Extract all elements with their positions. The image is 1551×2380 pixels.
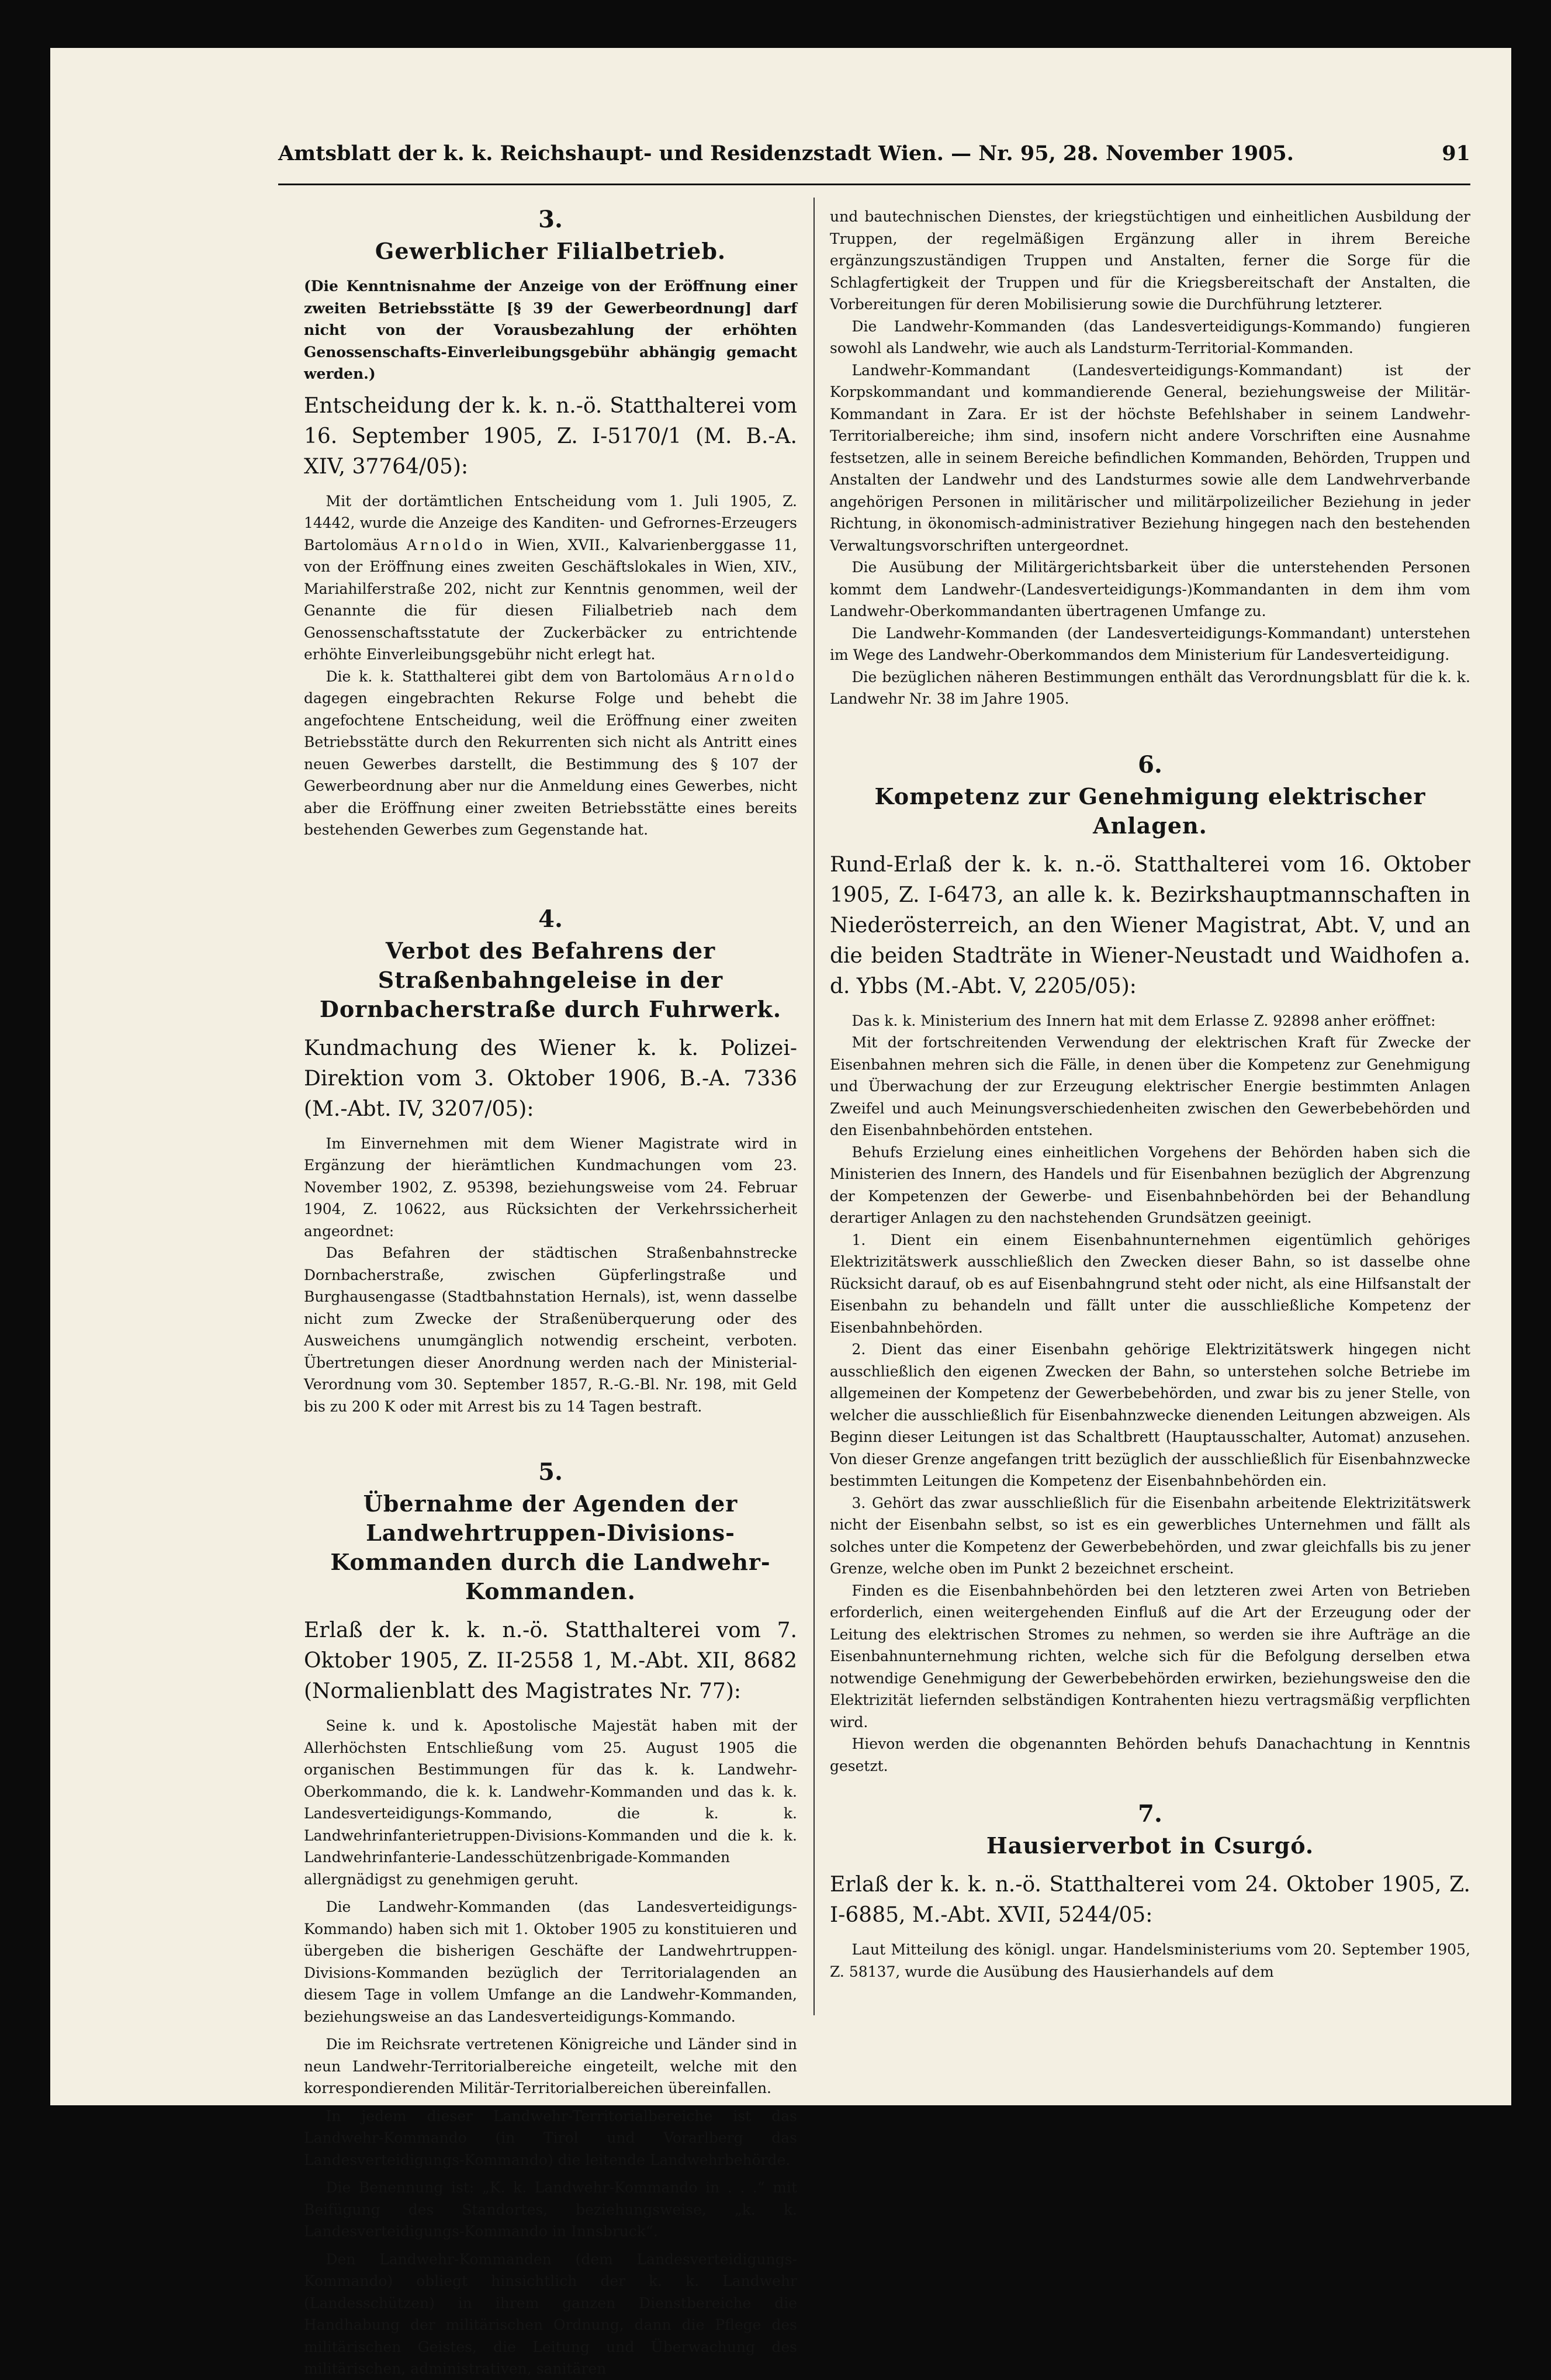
section-5-lead: Erlaß der k. k. n.-ö. Statthalterei vom 7. Oktober 1905, Z. II-2558 1, M.-Abt. XII, 8682 (Normalienblatt des Magistrates Nr. 77): xyxy=(304,1618,797,1703)
section-6-paragraph: Mit der fortschreitenden Verwendung der elektrischen Kraft für Zwecke der Eisenbahnen mehren sich die Fälle, in denen über die Kompetenz zur Genehmigung und Überwachung der zur Erzeugung elektrischer Energie bestimmten Anlagen Zweifel und auch Meinungsverschiedenheiten zwischen den Gewerbebehörden und den Eisenbahnbehörden entstehen. xyxy=(830,1034,1470,1139)
section-5-paragraph: Die Landwehr-Kommanden (das Landesverteidigungs-Kommando) haben sich mit 1. Oktober 1905 zu konstituieren und übergeben die bisherigen Geschäfte der Landwehrtruppen-Divisions-Kommanden bezüglich der Territorialagenden an diesem Tage in vollem Umfange an die Landwehr-Kommanden, beziehungsweise an das Landesverteidigungs-Kommando. xyxy=(304,1898,797,2025)
person-name: Arnoldo xyxy=(406,536,486,554)
newspaper-page xyxy=(50,48,1511,2377)
section-6-number: 6. xyxy=(1138,750,1162,779)
section-7-title: Hausierverbot in Csurgó. xyxy=(986,1832,1314,1859)
section-4-number: 4. xyxy=(538,905,563,933)
section-3-paragraph xyxy=(304,666,797,841)
section-6-paragraph: Finden es die Eisenbahnbehörden bei den letzteren zwei Arten von Betrieben erforderlich, einen weitergehenden Einfluß auf die Art der Erzeugung oder der Leitung des elektrischen Stromes zu nehmen, so werden sie ihre Aufträge an die Eisenbahnunternehmung richten, welche sich für die Befolgung derselben etwa notwendige Genehmigung der Gewerbebehörden erwirken, beziehungsweise den die Elektrizität liefernden selbständigen Kontrahenten hiezu vertragsmäßig verpflichten wird. xyxy=(830,1582,1470,1731)
section-3-paragraph xyxy=(304,490,797,666)
section-5-paragraph: Die im Reichsrate vertretenen Königreiche und Länder sind in neun Landwehr-Territorialbereiche eingeteilt, welche mit den korrespondierenden Militär-Territorialbereichen übereinfallen. xyxy=(304,2036,797,2097)
section-6-paragraph: Hievon werden die obgenannten Behörden behufs Danachachtung in Kenntnis gesetzt. xyxy=(830,1735,1470,1774)
text-run: dagegen eingebrachten Rekurse Folge und behebt die angefochtene Entscheidung, weil die Eröffnung einer zweiten Betriebsstätte durch den Rekurrenten sich nicht als Antritt eines neuen Gewerbes darstellt, die Bestimmung des § 107 der Gewerbeordnung aber nur die Anmeldung eines Gewerbes, nicht aber die Eröffnung einer zweiten Betriebsstätte eines bereits bestehenden Gewerbes zum Gegenstande hat. xyxy=(304,690,797,838)
section-6-paragraph: 3. Gehört das zwar ausschließlich für die Eisenbahn arbeitende Elektrizitätswerk nicht der Eisenbahn selbst, so ist es ein gewerbliches Unternehmen und fällt als solches unter die Kompetenz der Gewerbebehörden, und zwar gleichfalls bis zu jener Grenze, welche oben im Punkt 2 bezeichnet erscheint. xyxy=(830,1494,1470,1577)
section-5-paragraph: Die bezüglichen näheren Bestimmungen enthält das Verordnungsblatt für die k. k. Landwehr Nr. 38 im Jahre 1905. xyxy=(830,668,1470,707)
left-column xyxy=(304,206,797,2380)
section-6-paragraph: Behufs Erzielung eines einheitlichen Vorgehens der Behörden haben sich die Ministerien des Innern, des Handels und für Eisenbahnen bezüglich der Abgrenzung der Kompetenzen der Gewerbe- und Eisenbahnbehörden bei der Behandlung derartiger Anlagen zu den nachstehenden Grundsätzen geeinigt. xyxy=(830,1143,1470,1226)
section-6-lead: Rund-Erlaß der k. k. n.-ö. Statthalterei vom 16. Oktober 1905, Z. I-6473, an alle k. k. Bezirkshauptmannschaften in Niederösterreich, an den Wiener Magistrat, Abt. V, und an die beiden Stadträte in Wiener-Neustadt und Waidhofen a. d. Ybbs (M.-Abt. V, 2205/05): xyxy=(830,852,1470,998)
section-6-paragraph: 2. Dient das einer Eisenbahn gehörige Elektrizitätswerk hingegen nicht ausschließlich den eigenen Zwecken der Bahn, so unterstehen solche Betriebe im allgemeinen der Kompetenz der Gewerbebehörden, und zwar bis zu jener Stelle, von welcher die ausschließlich für Eisenbahnzwecke dienenden Leitungen abzweigen. Als Beginn dieser Leitungen ist das Schaltbrett (Hauptausschalter, Automat) anzusehen. Von dieser Grenze angefangen tritt bezüglich der ausschließlich für Eisenbahnzwecke bestimmten Leitungen die Kompetenz der Eisenbahnbehörden ein. xyxy=(830,1341,1470,1489)
section-7-number: 7. xyxy=(1138,1800,1162,1828)
section-4-paragraph: Im Einvernehmen mit dem Wiener Magistrate wird in Ergänzung der hierämtlichen Kundmachungen vom 23. November 1902, Z. 95398, beziehungsweise vom 24. Februar 1904, Z. 10622, aus Rücksichten der Verkehrssicherheit angeordnet: xyxy=(304,1134,797,1240)
section-5-paragraph: Die Landwehr-Kommanden (das Landesverteidigungs-Kommando) fungieren sowohl als Landwehr, wie auch als Landsturm-Territorial-Kommanden. xyxy=(830,317,1470,357)
section-5-title: Übernahme der Agenden der Landwehrtruppen-Divisions-Kommanden durch die Landwehr-Kommanden. xyxy=(330,1490,771,1604)
person-name: Arnoldo xyxy=(718,667,797,685)
text-run: in Wien, XVII., Kalvarienberggasse 11, von der Eröffnung eines zweiten Geschäftslokales in Wien, XIV., Mariahilferstraße 202, nicht zur Kenntnis genommen, weil der Genannte die für diesen Filialbetrieb nach dem Genossenschaftsstatute der Zuckerbäcker zu entrichtende erhöhte Einverleibungsgebühr nicht erlegt hat. xyxy=(304,536,797,663)
section-3-number: 3. xyxy=(538,206,563,233)
section-5-number: 5. xyxy=(538,1458,563,1486)
section-4-title: Verbot des Befahrens der Straßenbahngeleise in der Dornbacherstraße durch Fuhrwerk. xyxy=(319,937,782,1022)
section-4-lead: Kundmachung des Wiener k. k. Polizei-Direktion vom 3. Oktober 1906, B.-A. 7336 (M.-Abt. IV, 3207/05): xyxy=(304,1036,797,1121)
section-6-paragraph: 1. Dient ein einem Eisenbahnunternehmen eigentümlich gehöriges Elektrizitätswerk ausschließlich den Zwecken dieser Bahn, so ist dasselbe ohne Rücksicht darauf, ob es auf Eisenbahngrund steht oder nicht, als eine Hilfsanstalt der Eisenbahn zu behandeln und fällt unter die ausschließliche Kompetenz der Eisenbahnbehörden. xyxy=(830,1231,1470,1336)
section-3-lead: Entscheidung der k. k. n.-ö. Statthalterei vom 16. September 1905, Z. I-5170/1 (M. B.-A. XIV, 37764/05): xyxy=(304,393,797,479)
text-run: Mit der dortämtlichen Entscheidung vom 1. Juli 1905, Z. 14442, wurde die Anzeige des Kanditen- und Gefrornes-Erzeugers Bartolomäus xyxy=(304,492,797,554)
section-5-paragraph: Landwehr-Kommandant (Landesverteidigungs-Kommandant) ist der Korpskommandant und kommandierende General, beziehungsweise der Militär-Kommandant in Zara. Er ist der höchste Befehlshaber in seinem Landwehr-Territorialbereiche; ihm sind, insofern nicht andere Vorschriften eine Ausnahme festsetzen, alle in seinem Bereiche befindlichen Kommanden, Behörden, Truppen und Anstalten der Landwehr und des Landsturmes sowie alle dem Landwehrverbande angehörigen Personen in militärischer und militärpolizeilicher Beziehung in jeder Richtung, in ökonomisch-administrativer Beziehung hingegen nach den bestehenden Verwaltungsvorschriften untergeordnet. xyxy=(830,361,1470,554)
section-5-paragraph: Den Landwehr-Kommanden (dem Landesverteidigungs-Kommando) obliegt hinsichtlich der k. k. Landwehr (Landesschützen) in ihrem ganzen Dienstbereiche die Handhabung der militärischen Ordnung, dann die Pflege des militärischen Geistes, die Leitung und Überwachung des militärischen, administrativen, sanitären xyxy=(304,2250,797,2377)
right-column xyxy=(830,206,1470,1983)
section-5-paragraph: Die Benennung ist: „K. k. Landwehr-Kommando in . . .“ mit Beifügung des Standortes, beziehungsweise, „k. k. Landesverteidigungs-Kommando in Innsbruck“. xyxy=(304,2179,797,2240)
section-3-summary: (Die Kenntnisnahme der Anzeige von der Eröffnung einer zweiten Betriebsstätte [§ 39 der Gewerbeordnung] darf nicht von der Vorausbezahlung der erhöhten Genossenschafts-Einverleibungsgebühr abhängig gemacht werden.) xyxy=(304,278,797,382)
section-6-title: Kompetenz zur Genehmigung elektrischer Anlagen. xyxy=(874,783,1426,839)
section-5-paragraph: Seine k. und k. Apostolische Majestät haben mit der Allerhöchsten Entschließung vom 25. August 1905 die organischen Bestimmungen für das k. k. Landwehr-Oberkommando, die k. k. Landwehr-Kommanden und das k. k. Landesverteidigungs-Kommando, die k. k. Landwehrinfanterietruppen-Divisions-Kommanden und die k. k. Landwehrinfanterie-Landesschützenbrigade-Kommanden allergnädigst zu genehmigen geruht. xyxy=(304,1717,797,1888)
section-5-paragraph: Die Ausübung der Militärgerichtsbarkeit über die unterstehenden Personen kommt dem Landwehr-(Landesverteidigungs-)Kommandanten in dem ihm vom Landwehr-Oberkommandanten übertragenen Umfange zu. xyxy=(830,559,1470,620)
section-4-paragraph: Das Befahren der städtischen Straßenbahnstrecke Dornbacherstraße, zwischen Güpferlingstraße und Burghausengasse (Stadtbahnstation Hernals), ist, wenn dasselbe nicht zum Zwecke der Straßenüberquerung oder des Ausweichens unumgänglich notwendig erscheint, verboten. Übertretungen dieser Anordnung werden nach der Ministerial-Verordnung vom 30. September 1857, R.-G.-Bl. Nr. 198, mit Geld bis zu 200 K oder mit Arrest bis zu 14 Tagen bestraft. xyxy=(304,1244,797,1415)
running-head xyxy=(278,141,1470,165)
page-number: 91 xyxy=(1442,141,1470,165)
section-5-paragraph: Die Landwehr-Kommanden (der Landesverteidigungs-Kommandant) unterstehen im Wege des Landwehr-Oberkommandos dem Ministerium für Landesverteidigung. xyxy=(830,624,1470,663)
text-run: Die k. k. Statthalterei gibt dem von Bartolomäus xyxy=(326,667,710,685)
section-7-lead: Erlaß der k. k. n.-ö. Statthalterei vom 24. Oktober 1905, Z. I-6885, M.-Abt. XVII, 5244/05: xyxy=(830,1873,1470,1927)
header-title: Amtsblatt der k. k. Reichshaupt- und Residenzstadt Wien. — Nr. 95, 28. November 1905. xyxy=(278,141,1294,165)
section-5-paragraph: und bautechnischen Dienstes, der kriegstüchtigen und einheitlichen Ausbildung der Truppen, der regelmäßigen Ergänzung aller in ihrem Bereiche ergänzungszuständigen Truppen und Anstalten, ferner die Sorge für die Schlagfertigkeit der Truppen und für die Kriegsbereitschaft der Anstalten, die Vorbereitungen für deren Mobilisierung sowie die Durchführung letzterer. xyxy=(830,208,1470,313)
section-6-paragraph: Das k. k. Ministerium des Innern hat mit dem Erlasse Z. 92898 anher eröffnet: xyxy=(851,1012,1436,1029)
header-rule xyxy=(278,184,1470,185)
section-7-paragraph: Laut Mitteilung des königl. ungar. Handelsministeriums vom 20. September 1905, Z. 58137, wurde die Ausübung des Hausierhandels auf dem xyxy=(830,1941,1470,1980)
section-3-title: Gewerblicher Filialbetrieb. xyxy=(375,238,726,264)
section-5-paragraph: In jedem dieser Landwehr-Territorialbereiche ist das Landwehr-Kommando (in Tirol und Vorarlberg das Landesverteidigungs-Kommando) die leitende Landwehrbehörde. xyxy=(304,2107,797,2168)
column-divider xyxy=(813,198,815,2015)
